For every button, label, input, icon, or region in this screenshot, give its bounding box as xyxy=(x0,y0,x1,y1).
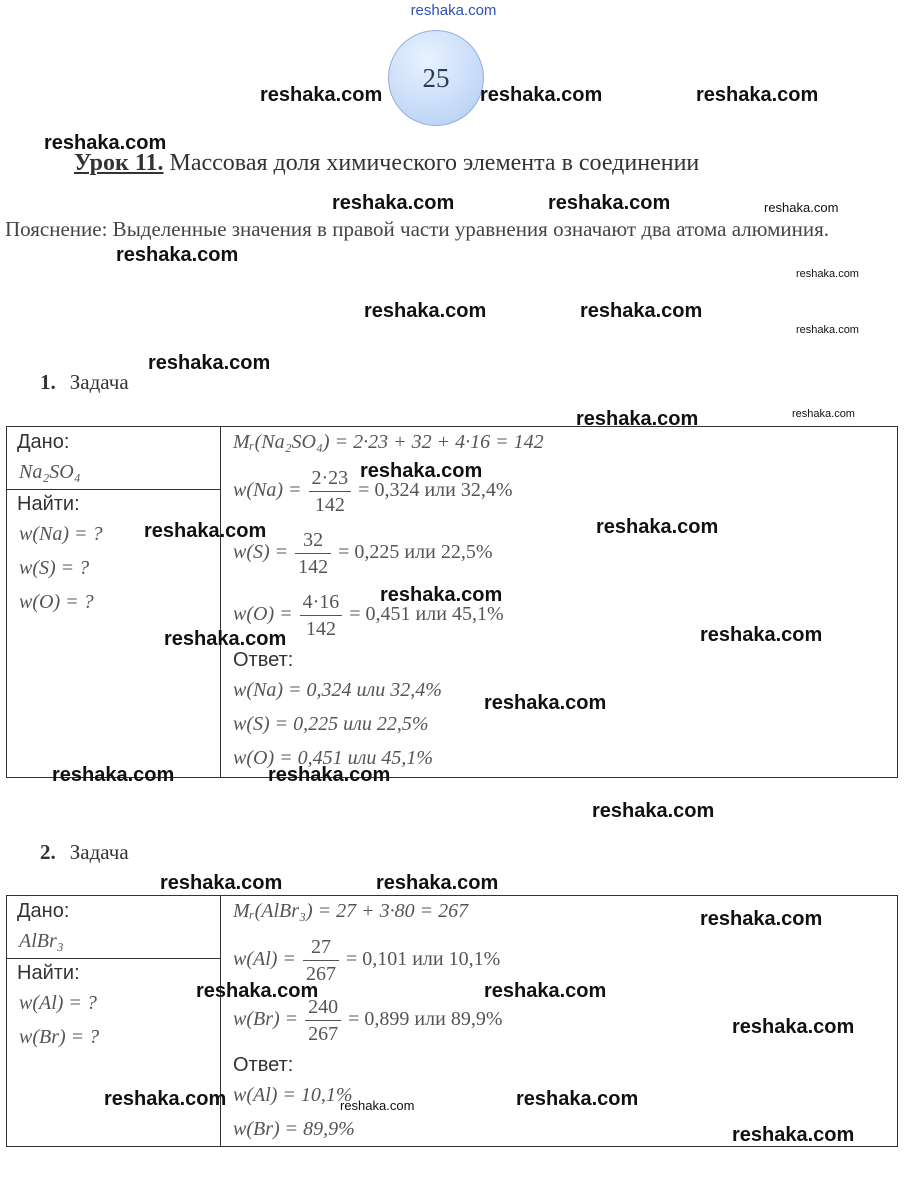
find-item: w(O) = ? xyxy=(19,591,94,613)
watermark: reshaka.com xyxy=(144,520,267,542)
watermark: reshaka.com xyxy=(360,460,483,482)
task-1-number: 1. xyxy=(40,370,56,394)
watermark: reshaka.com xyxy=(104,1088,227,1110)
watermark: reshaka.com xyxy=(148,352,271,374)
watermark: reshaka.com xyxy=(376,872,499,894)
watermark: reshaka.com xyxy=(260,84,383,106)
watermark: reshaka.com xyxy=(732,1016,855,1038)
task-2-label: Задача xyxy=(69,840,129,864)
watermark: reshaka.com xyxy=(516,1088,639,1110)
watermark: reshaka.com xyxy=(700,908,823,930)
watermark: reshaka.com xyxy=(732,1124,855,1146)
given-formula: Na₂SO₄ xyxy=(19,461,81,483)
watermark: reshaka.com xyxy=(380,584,503,606)
task-1-given-column xyxy=(7,427,221,777)
watermark: reshaka.com xyxy=(592,800,715,822)
watermark: reshaka.com xyxy=(696,84,819,106)
watermark: reshaka.com xyxy=(364,300,487,322)
calc-line: w(Br) = $\frac{240}{267}$ = 0,899 или 89,9% xyxy=(233,996,503,1045)
calc-line: w(O) = $\frac{4\cdot 16}{142}$ = 0,451 или 45,1% xyxy=(233,591,504,640)
watermark: reshaka.com xyxy=(116,244,239,266)
lesson-title xyxy=(74,150,699,177)
answer-label: Ответ: xyxy=(233,649,294,671)
fraction: $\frac{32}{142}$ xyxy=(295,527,331,580)
given-formula: AlBr₃ xyxy=(19,930,64,952)
watermark: reshaka.com xyxy=(196,980,319,1002)
watermark: reshaka.com xyxy=(596,516,719,538)
task-1-heading xyxy=(40,370,129,395)
watermark: reshaka.com xyxy=(164,628,287,650)
fraction: $\frac{240}{267}$ xyxy=(305,994,341,1047)
fraction: $\frac{2\cdot 23}{142}$ xyxy=(309,465,352,518)
task-2-number: 2. xyxy=(40,840,56,864)
watermark: reshaka.com xyxy=(340,1098,415,1113)
watermark: reshaka.com xyxy=(160,872,283,894)
watermark: reshaka.com xyxy=(580,300,703,322)
answer-line: w(Al) = 10,1% xyxy=(233,1084,353,1106)
find-item: w(S) = ? xyxy=(19,557,90,579)
explanation-text: Пояснение: Выделенные значения в правой части уравнения означают два атома алюминия. xyxy=(5,217,830,241)
watermark: reshaka.com xyxy=(792,408,855,420)
answer-label: Ответ: xyxy=(233,1054,294,1076)
site-link[interactable]: reshaka.com xyxy=(410,2,497,19)
fraction: $\frac{4\cdot 16}{142}$ xyxy=(300,589,343,642)
find-label: Найти: xyxy=(17,493,80,515)
watermark: reshaka.com xyxy=(484,980,607,1002)
task-2-heading xyxy=(40,840,129,865)
find-item: w(Br) = ? xyxy=(19,1026,100,1048)
watermark: reshaka.com xyxy=(548,192,671,214)
calc-line: w(Al) = $\frac{27}{267}$ = 0,101 или 10,1% xyxy=(233,936,501,985)
fraction: $\frac{27}{267}$ xyxy=(303,934,339,987)
calc-line: w(S) = $\frac{32}{142}$ = 0,225 или 22,5% xyxy=(233,529,493,578)
answer-line: w(S) = 0,225 или 22,5% xyxy=(233,713,429,735)
lesson-number: Урок 11. xyxy=(74,150,164,176)
watermark: reshaka.com xyxy=(332,192,455,214)
watermark: reshaka.com xyxy=(480,84,603,106)
watermark: reshaka.com xyxy=(52,764,175,786)
page-number-badge: 25 xyxy=(388,30,484,126)
calc-line: w(Na) = $\frac{2\cdot 23}{142}$ = 0,324 или 32,4% xyxy=(233,467,513,516)
watermark: reshaka.com xyxy=(484,692,607,714)
task-1-label: Задача xyxy=(69,370,129,394)
watermark: reshaka.com xyxy=(268,764,391,786)
find-label: Найти: xyxy=(17,962,80,984)
find-item: w(Al) = ? xyxy=(19,992,97,1014)
answer-line: w(Br) = 89,9% xyxy=(233,1118,355,1140)
watermark: reshaka.com xyxy=(700,624,823,646)
watermark: reshaka.com xyxy=(796,324,859,336)
answer-line: w(O) = 0,451 или 45,1% xyxy=(233,747,433,769)
watermark: reshaka.com xyxy=(796,268,859,280)
watermark: reshaka.com xyxy=(576,408,699,430)
given-label: Дано: xyxy=(17,431,70,453)
given-label: Дано: xyxy=(17,900,70,922)
watermark: reshaka.com xyxy=(44,132,167,154)
answer-line: w(Na) = 0,324 или 32,4% xyxy=(233,679,442,701)
given-divider xyxy=(7,958,220,959)
molar-mass-line: Mᵣ(Na₂SO₄) = 2·23 + 32 + 4·16 = 142 xyxy=(233,431,544,453)
find-item: w(Na) = ? xyxy=(19,523,103,545)
lesson-topic: Массовая доля химического элемента в соединении xyxy=(169,150,700,176)
given-divider xyxy=(7,489,220,490)
watermark: reshaka.com xyxy=(764,200,839,215)
molar-mass-line: Mᵣ(AlBr₃) = 27 + 3·80 = 267 xyxy=(233,900,469,922)
